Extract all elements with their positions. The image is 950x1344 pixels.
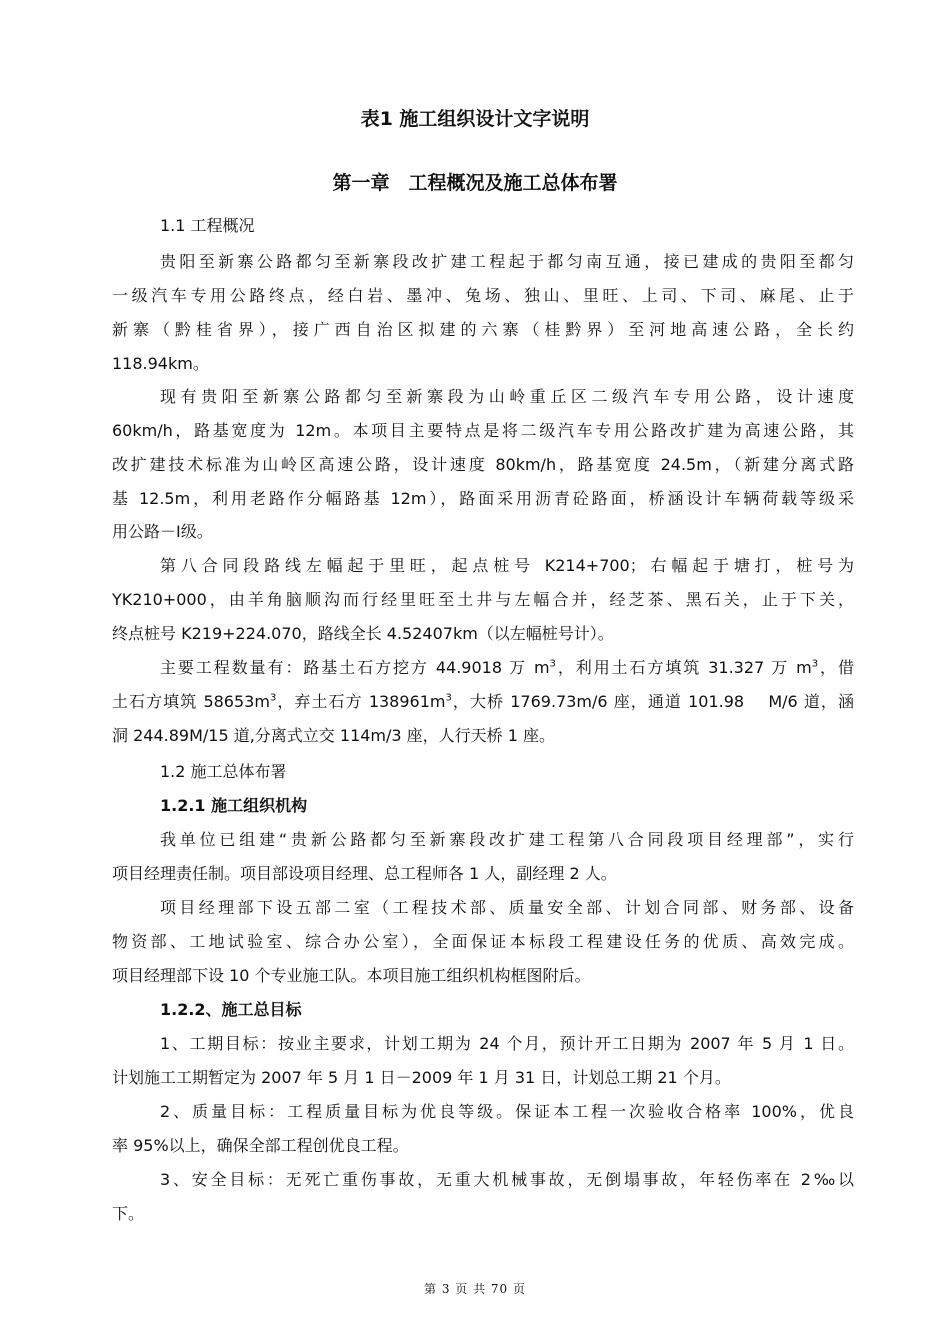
paragraph-line: 60km/h，路基宽度为 12m。本项目主要特点是将二级汽车专用公路改扩建为高速公路，其 xyxy=(112,421,854,440)
chapter-heading: 第一章 工程概况及施工总体布署 xyxy=(332,172,618,194)
section-heading-1-1: 1.1 工程概况 xyxy=(160,216,255,235)
paragraph-line: 2、质量目标：工程质量目标为优良等级。保证本工程一次验收合格率 100%，优良 xyxy=(160,1102,854,1121)
paragraph-line: 118.94km。 xyxy=(112,354,209,373)
paragraph-line: 项目经理部下设五部二室（工程技术部、质量安全部、计划合同部、财务部、设备 xyxy=(160,898,854,917)
superscript: 3 xyxy=(811,658,819,670)
paragraph-line xyxy=(112,691,854,713)
paragraph-line: 一级汽车专用公路终点，经白岩、墨冲、兔场、独山、里旺、上司、下司、麻尾、止于 xyxy=(112,286,854,305)
text-run: 土石方填筑 58653m xyxy=(112,692,270,711)
paragraph-line: 3、安全目标：无死亡重伤事故，无重大机械事故，无倒塌事故，年轻伤率在 2‰以 xyxy=(160,1170,854,1189)
paragraph-line: 下。 xyxy=(112,1204,145,1223)
paragraph-line: 新寨（黔桂省界），接广西自治区拟建的六寨（桂黔界）至河地高速公路，全长约 xyxy=(112,320,854,339)
paragraph-line: 用公路－Ⅰ级。 xyxy=(112,522,213,541)
text-run: ，利用土石方填筑 31.327 万 m xyxy=(555,658,812,677)
document-title: 表1 施工组织设计文字说明 xyxy=(360,108,590,130)
paragraph-line: 项目经理部下设 10 个专业施工队。本项目施工组织机构框图附后。 xyxy=(112,966,591,985)
paragraph-line: 物资部、工地试验室、综合办公室），全面保证本标段工程建设任务的优质、高效完成。 xyxy=(112,932,854,951)
page-footer: 第 3 页 共 70 页 xyxy=(424,1282,526,1296)
text-run: 主要工程数量有：路基土石方挖方 44.9018 万 m xyxy=(160,658,550,677)
paragraph-line: 终点桩号 K219+224.070，路线全长 4.52407km（以左幅桩号计）。 xyxy=(112,624,614,643)
paragraph-line: 项目经理责任制。项目部设项目经理、总工程师各 1 人，副经理 2 人。 xyxy=(112,864,617,883)
paragraph-line: 计划施工工期暂定为 2007 年 5 月 1 日－2009 年 1 月 31 日，计划总工期 21 个月。 xyxy=(112,1068,731,1087)
section-heading-1-2-2: 1.2.2、施工总目标 xyxy=(160,1000,302,1019)
text-run: ，大桥 1769.73m/6 座，通道 101.98 M/6 道，涵 xyxy=(451,692,854,711)
superscript: 3 xyxy=(269,692,277,704)
section-heading-1-2-1: 1.2.1 施工组织机构 xyxy=(160,796,308,815)
paragraph-line: 现有贵阳至新寨公路都匀至新寨段为山岭重丘区二级汽车专用公路，设计速度 xyxy=(160,387,854,406)
section-heading-1-2: 1.2 施工总体布署 xyxy=(160,762,287,781)
text-run: ，弃土石方 138961m xyxy=(276,692,446,711)
paragraph-line: 洞 244.89M/15 道,分离式立交 114m/3 座，人行天桥 1 座。 xyxy=(112,726,556,745)
paragraph-line: 第八合同段路线左幅起于里旺，起点桩号 K214+700；右幅起于塘打，桩号为 xyxy=(160,556,854,575)
superscript: 3 xyxy=(445,692,452,704)
superscript: 3 xyxy=(549,658,556,670)
paragraph-line xyxy=(160,657,854,679)
paragraph-line: 率 95%以上，确保全部工程创优良工程。 xyxy=(112,1136,409,1155)
paragraph-line: 基 12.5m，利用老路作分幅路基 12m），路面采用沥青砼路面，桥涵设计车辆荷载等级采 xyxy=(112,489,854,508)
paragraph-line: 贵阳至新寨公路都匀至新寨段改扩建工程起于都匀南互通，接已建成的贵阳至都匀 xyxy=(160,252,854,271)
paragraph-line: 1、工期目标：按业主要求，计划工期为 24 个月，预计开工日期为 2007 年 5 月 1 日。 xyxy=(160,1034,854,1053)
paragraph-line: 改扩建技术标准为山岭区高速公路，设计速度 80km/h，路基宽度 24.5m，（新建分离式路 xyxy=(112,455,854,474)
paragraph-line: 我单位已组建“贵新公路都匀至新寨段改扩建工程第八合同段项目经理部”，实行 xyxy=(160,830,854,849)
paragraph-line: YK210+000，由羊角脑顺沟而行经里旺至土井与左幅合并，经芝茶、黑石关，止于下关， xyxy=(112,590,854,609)
text-run: ，借 xyxy=(818,658,854,677)
